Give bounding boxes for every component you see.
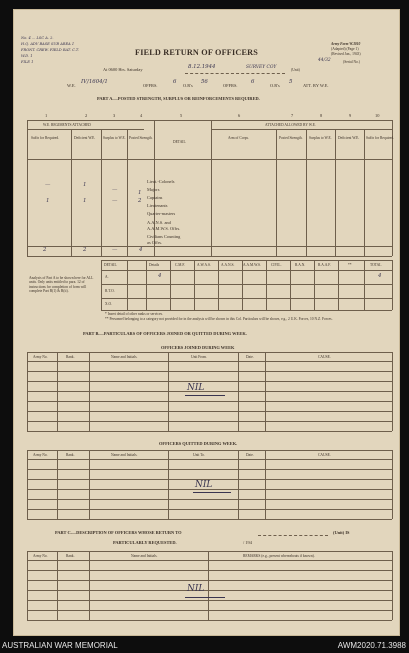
part-c-heading: PART C.—DESCRIPTION OF OFFICERS WHOSE RETURN TO [55,530,182,535]
col-head-3: Surplus to W.E. [103,136,126,140]
col-number-10: 10 [375,113,380,118]
detail-col-other: ** [348,263,352,267]
we-subheads: W.E. REGIMENTS ATTACHED [43,123,91,127]
c-col-remarks: REMARKS (e.g., present whereabouts if known). [243,554,315,558]
detail-row-xo: X.O. [105,302,112,306]
part-b-heading: PART B.—PARTICULARS OF OFFICERS JOINED OR QUITTED DURING WEEK. [83,331,247,336]
rank-aamws: A.A.M.W.S. Offrs. [147,226,181,231]
detail-row-b: R.T.O. [105,289,115,293]
col4-value-1: 1 [138,190,142,196]
detail-col-awas: A.W.A.S. [197,263,211,267]
offrs-value: 6 [173,79,177,85]
attached-heading: ATTACHED ALLOWED BY W.E. [265,123,316,127]
offrs-value-2: 6 [251,79,255,85]
ors-label: O.R's [183,83,193,88]
detail-col-civil: CIVIL. [271,263,282,267]
header-note-1: No. 4 ... LSC A. 2. [21,36,54,40]
quitted-nil: NIL [195,480,213,490]
adapted-label: (Adapted) (Page 1) [331,47,359,51]
quitted-col-rank: Rank. [66,453,75,457]
joined-col-army-no: Army No. [33,355,48,359]
col-number-8: 8 [320,113,323,118]
part-c-date: / 194 [243,540,252,545]
col-head-8: Surplus to W.E. [309,136,332,140]
header-note-4: W.D. 1 [21,54,33,58]
quitted-col-army-no: Army No. [33,453,48,457]
rank-majors: Majors [147,187,160,192]
archive-footer [0,638,409,653]
army-form-label: Army Form W.3010 [331,42,361,46]
col-number-2: 2 [85,113,88,118]
col-head-9: Deficient W.E. [338,136,360,140]
col-number-9: 9 [349,113,352,118]
joined-col-rank: Rank. [66,355,75,359]
analysis-note: Analysis of Part A to be shown here for ALL units. Only units entitled to para. 12 of instructions for completion of form will complete Part B(1) & B(ii). [29,276,94,294]
col1-value-1: — [45,182,51,188]
col3-value-1: — [112,187,118,193]
att-label: ATT. BY W.E. [303,83,329,88]
ors-value: 56 [201,79,208,85]
col-head-4: Posted Strength. [129,136,153,140]
form-sheet [13,9,400,636]
revised-label: (Revised Jan., 1943) [331,52,361,56]
archive-name: AUSTRALIAN WAR MEMORIAL [2,641,118,650]
col-head-2: Deficient W.E. [74,136,96,140]
form-title: FIELD RETURN OF OFFICERS [135,48,258,57]
joined-nil: NIL [187,383,205,393]
we-number: IV/1604/1 [81,79,108,85]
c-col-army-no: Army No. [33,554,48,558]
ors-label-2: O.R's [270,83,280,88]
detail-col-cmf: C.M.F. [175,263,185,267]
return-date: 8.12.1944 [188,64,216,70]
serial-label: (Serial No.) [343,60,360,64]
footnote-1: * Insert detail of other ranks or services. [105,312,163,316]
detail-heading: DETAIL [173,140,186,144]
archive-reference: AWM2020.71.3988 [337,641,406,650]
at-line: At 0600 Hrs. Saturday [103,67,143,72]
col3-value-2: — [112,198,118,204]
col2-value-1: 1 [83,182,87,188]
header-note-2: H.Q. ADV BASE SUB AREA 1 [21,42,75,46]
quitted-col-cause: CAUSE. [318,453,331,457]
joined-col-unit: Unit From. [191,355,207,359]
unit-label: (Unit) [291,68,300,72]
detail-col-details: Details [149,263,160,267]
total-col2: 2 [83,247,87,253]
detail-col-aans: A.A.N.S. [221,263,235,267]
col-head-6: Arm of Corps. [228,136,249,140]
rank-civilians: Civilians Counting [147,234,181,239]
detail-col-aamws: A.A.M.W.S. [243,263,261,267]
c-col-name: Name and Initials. [131,554,158,558]
detail-row-a: A. [105,275,109,279]
detail-col-total: TOTAL [370,263,382,267]
quitted-title: OFFICERS QUITTED DURING WEEK. [159,441,238,446]
part-c-heading-2: PARTICULARLY REQUESTED. [113,540,177,545]
col-number-5: 5 [180,113,183,118]
ors-value-2: 5 [289,79,293,85]
col1-value-2: 1 [46,198,50,204]
detail-a-total-value: 4 [378,273,382,279]
rank-quartermasters: Quarter-masters [147,211,176,216]
col-number-3: 3 [113,113,116,118]
col2-value-2: 1 [83,198,87,204]
detail-col-head: DETAIL [104,263,117,267]
rank-captains: Captains [147,195,163,200]
joined-title: OFFICERS JOINED DURING WEEK [161,345,235,350]
rank-lieut-colonels: Lieut.-Colonels [147,179,175,184]
detail-col-raaf: R.A.A.F. [318,263,331,267]
joined-col-name: Name and Initials. [111,355,138,359]
quitted-col-name: Name and Initials. [111,453,138,457]
col-head-1: Sub'n for Required. [31,136,60,140]
header-note-5: FILE 1 [21,60,34,64]
quitted-col-unit: Unit To. [193,453,205,457]
header-note-3: FRONT. CREW. FIELD RAT. C.T. [21,48,79,52]
col-number-7: 7 [291,113,294,118]
offrs-label: OFFRS. [143,83,158,88]
col-head-10: Sub'n for Required. [366,136,395,140]
we-label: W.E. [67,83,76,88]
part-c-unit-label: (Unit) IS [333,530,350,535]
part-c-nil: NIL [187,584,205,594]
part-a-heading: PART A.—POSTED STRENGTH, SURPLUS OR REINFORCEMENTS REQUIRED. [97,96,260,101]
col4-value-2: 2 [138,198,142,204]
col-number-1: 1 [45,113,48,118]
total-col4: 4 [139,247,143,253]
col-number-6: 6 [238,113,241,118]
joined-col-cause: CAUSE. [318,355,331,359]
total-col3: — [112,247,118,253]
unit-name: SURVEY COY [246,65,277,70]
rank-civilians-2: as Offrs. [147,240,163,245]
joined-col-date: Date. [246,355,254,359]
detail-col-ran: R.A.N. [295,263,306,267]
total-col1: 2 [43,247,47,253]
col-head-7: Posted Strength. [279,136,303,140]
footnote-2: ** Personnel belonging to a category not provided for in the analysis will be shown in this Col. Particulars will be shown, e.g., 2 U.K. Forces, 10 N.Z. Forces. [105,317,333,321]
quitted-col-date: Date. [246,453,254,457]
detail-a-details-value: 4 [158,273,162,279]
rank-lieutenants: Lieutenants [147,203,168,208]
col-number-4: 4 [140,113,143,118]
serial-number: 44/32 [318,58,331,63]
rank-aans: A.A.N.S. and [147,220,171,225]
offrs-label-2: OFFRS. [223,83,238,88]
c-col-rank: Rank. [66,554,75,558]
